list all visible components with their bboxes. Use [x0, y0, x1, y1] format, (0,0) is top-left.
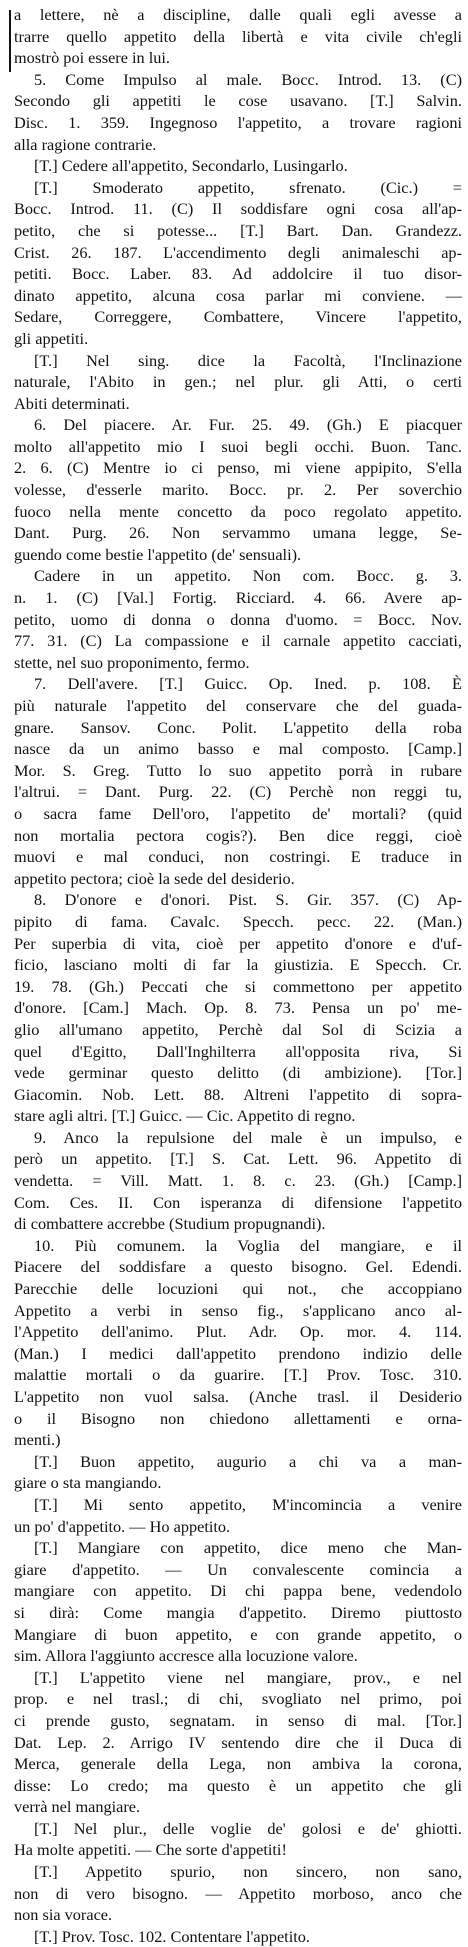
text-line: petito, che si potesse... [T.] Bart. Dan. Grandezz. — [14, 220, 462, 240]
text-line: stette, nel suo proponimento, fermo. — [14, 652, 250, 672]
text-line: 5. Come Impulso al male. Bocc. Introd. 13. (C) — [34, 69, 462, 89]
text-line: un po' d'appetito. — Ho appetito. — [14, 1516, 231, 1536]
text-line: Bocc. Introd. 11. (C) Il soddisfare ogni cosa all'ap- — [14, 199, 462, 219]
text-line: glio all'umano appetito, Perchè dal Sol di Scizia a — [14, 1019, 462, 1039]
text-line: vede germinar questo delitto (di ambizione). [Tor.] — [14, 1063, 462, 1083]
text-line: pipito di fama. Cavalc. Specch. pecc. 22. (Man.) — [14, 911, 462, 931]
text-line: Sedare, Correggere, Combattere, Vincere l'appetito, — [14, 307, 462, 327]
text-line: n. 1. (C) [Val.] Fortig. Ricciard. 4. 66. Avere ap- — [14, 588, 462, 608]
text-line: o sacra fame Dell'oro, l'appetito de' mortali? (quid — [14, 803, 462, 823]
text-line: gli appetiti. — [14, 328, 89, 348]
text-line: petito, uomo di donna o donna d'uomo. = Bocc. Nov. — [14, 609, 462, 629]
text-line: 2. 6. (C) Mentre io ci penso, mi viene appipito, S'ella — [14, 458, 462, 478]
text-line: Merca, generale della Lega, non ambiva la corona, — [14, 1754, 462, 1774]
text-line: quel d'Egitto, Dall'Inghilterra all'opposita riva, Si — [14, 1041, 462, 1061]
text-line: Com. Ces. II. Con isperanza di difensione l'appetito — [14, 1192, 462, 1212]
text-line: non mortalia pectora cogis?). Ben dice reggi, cioè — [14, 825, 462, 845]
text-line: muovi e mal conduci, non costringi. E traduce in — [14, 847, 462, 867]
text-line: alla ragione contrarie. — [14, 134, 157, 154]
text-line: 9. Anco la repulsione del male è un impulso, e — [34, 1127, 462, 1147]
text-line: guendo come bestie l'appetito (de' sensuali). — [14, 544, 302, 564]
text-line: [T.] L'appetito viene nel mangiare, prov., e nel — [34, 1667, 462, 1687]
text-line: ficio, lasciano molti di far la giustizia. E Specch. Cr. — [14, 955, 462, 975]
text-line: volesse, d'esserle marito. Bocc. pr. 2. Per soverchio — [14, 480, 462, 500]
text-line: Cadere in un appetito. Non com. Bocc. g. 3. — [34, 566, 462, 586]
text-line: [T.] Appetito spurio, non sincero, non sano, — [34, 1862, 462, 1882]
text-line: nasce da un animo basso e mal composto. [Camp.] — [14, 739, 462, 759]
text-line: trarre quello appetito della libertà e vita civile ch'egli — [14, 26, 462, 46]
text-line: a lettere, nè a discipline, dalle quali egli avesse a — [14, 5, 462, 24]
text-line: [T.] Nel sing. dice la Facoltà, l'Inclinazione — [34, 350, 462, 370]
text-line: 77. 31. (C) La compassione e il carnale appetito cacciati, — [14, 631, 462, 651]
text-line: appetito pectora; cioè la sede del desiderio. — [14, 868, 295, 888]
text-line: Abiti determinati. — [14, 393, 130, 413]
text-line: mangiare con appetito. Di chi pappa bene, vedendolo — [14, 1581, 462, 1601]
text-line: [T.] Prov. Tosc. 102. Contentare l'appetito. — [34, 1926, 310, 1946]
text-line: Mor. S. Greg. Tutto lo suo appetito porrà in rubare — [14, 760, 462, 780]
text-line: verrà nel mangiare. — [14, 1797, 141, 1817]
text-line: più naturale l'appetito del conservare che del guada- — [14, 696, 462, 715]
text-line: sim. Allora l'aggiunto accresce alla locuzione valore. — [14, 1646, 358, 1666]
text-line: dinato appetito, alcuna cosa parlar mi conviene. — — [14, 285, 462, 305]
text-line: 8. D'onore e d'onori. Pist. S. Gir. 357. (C) Ap- — [34, 890, 462, 910]
text-line: d'onore. [Cam.] Mach. Op. 8. 73. Pensa un po' me- — [14, 998, 462, 1018]
text-line: vendetta. = Vill. Matt. 1. 8. c. 23. (Gh.) [Camp.] — [14, 1171, 462, 1191]
text-line: mostrò poi essere in lui. — [14, 48, 171, 68]
text-line: disse: Lo credo; ma questo è un appetito che gli — [14, 1775, 462, 1795]
dictionary-entry-column — [14, 4, 462, 1947]
text-line: [T.] Mi sento appetito, M'incomincia a venire — [34, 1494, 462, 1514]
text-line: (Man.) I medici dall'appetito prendono indizio delle — [14, 1343, 462, 1363]
text-line: 19. 78. (Gh.) Peccati che si commettono per appetito — [14, 976, 462, 996]
text-line: Secondo gli appetiti le cose usavano. [T.] Salvin. — [14, 91, 462, 111]
text-line: Giacomin. Nob. Lett. 88. Altreni l'appetito di sopra- — [14, 1084, 462, 1104]
text-line: Appetito a verbi in senso fig., s'applicano anco al- — [14, 1300, 462, 1320]
text-line: gnare. Sansov. Conc. Polit. L'appetito della roba — [14, 717, 462, 737]
text-line: menti.) — [14, 1430, 61, 1450]
text-line: stare agli altri. [T.] Guicc. — Cic. Appetito di regno. — [14, 1106, 356, 1126]
text-line: non sia vorace. — [14, 1905, 113, 1925]
text-line: giare d'appetito. — Un convalescente comincia a — [14, 1559, 462, 1579]
text-line: giare o sta mangiando. — [14, 1473, 162, 1493]
text-line: l'Appetito dell'animo. Plut. Adr. Op. mor. 4. 114. — [14, 1322, 462, 1342]
text-line: Ha molte appetiti. — Che sorte d'appetiti! — [14, 1840, 287, 1860]
text-line: però un appetito. [T.] S. Cat. Lett. 96. Appetito di — [14, 1149, 462, 1169]
text-line: o il Bisogno non chiedono allettamenti e orna- — [14, 1408, 462, 1428]
text-line: [T.] Smoderato appetito, sfrenato. (Cic.) = — [34, 177, 462, 197]
text-line: Dant. Purg. 26. Non servammo umana legge, Se- — [14, 523, 462, 543]
margin-rule — [9, 10, 11, 72]
text-line: naturale, l'Abito in gen.; nel plur. gli Atti, o certi — [14, 372, 462, 392]
text-line: Mangiare di buon appetito, e con grande appetito, o — [14, 1624, 462, 1644]
text-line: 6. Del piacere. Ar. Fur. 25. 49. (Gh.) E piacquer — [34, 415, 462, 435]
text-line: non di vero bisogno. — Appetito morboso, anco che — [14, 1883, 462, 1903]
text-line: Parecchie delle locuzioni qui not., che accoppiano — [14, 1279, 462, 1299]
text-line: [T.] Nel plur., delle voglie de' golosi e de' ghiotti. — [34, 1818, 462, 1838]
text-line: si dirà: Come mangia d'appetito. Diremo piuttosto — [14, 1602, 462, 1622]
text-line: l'altrui. = Dant. Purg. 22. (C) Perchè non reggi tu, — [14, 782, 462, 802]
text-line: 10. Più comunem. la Voglia del mangiare, e il — [34, 1235, 462, 1255]
text-line: [T.] Buon appetito, augurio a chi va a man- — [34, 1451, 462, 1471]
text-line: fuoco nella mente concetto da poco regolato appetito. — [14, 501, 462, 521]
text-line: 7. Dell'avere. [T.] Guicc. Op. Ined. p. 108. È — [34, 674, 462, 694]
text-line: Piacere del soddisfare a questo bisogno. Gel. Edendi. — [14, 1257, 462, 1277]
text-line: malattie mortali o da guarire. [T.] Prov. Tosc. 310. — [14, 1365, 462, 1385]
text-line: molto all'appetito mio I suoi begli occhi. Buon. Tanc. — [14, 436, 462, 456]
text-line: [T.] Mangiare con appetito, dice meno che Man- — [34, 1538, 462, 1558]
text-line: Disc. 1. 359. Ingegnoso l'appetito, a trovare ragioni — [14, 112, 462, 132]
text-line: Per superbia di vita, cioè per appetito d'onore e d'uf- — [14, 933, 462, 953]
text-line: Dat. Lep. 2. Arrigo IV sentendo dire che il Duca di — [14, 1732, 462, 1752]
text-line: prop. e nel trasl.; di chi, svogliato nel primo, poi — [14, 1689, 462, 1709]
text-line: di combattere accrebbe (Studium propugnandi). — [14, 1214, 326, 1234]
text-line: [T.] Cedere all'appetito, Secondarlo, Lusingarlo. — [34, 156, 348, 176]
text-line: ci prende gusto, segnatam. in senso di mal. [Tor.] — [14, 1710, 462, 1730]
text-line: L'appetito non vuol salsa. (Anche trasl. il Desiderio — [14, 1387, 462, 1406]
text-line: Crist. 26. 187. L'accendimento degli animaleschi ap- — [14, 242, 462, 262]
text-line: petiti. Bocc. Laber. 83. Ad addolcire il tuo disor- — [14, 264, 462, 284]
